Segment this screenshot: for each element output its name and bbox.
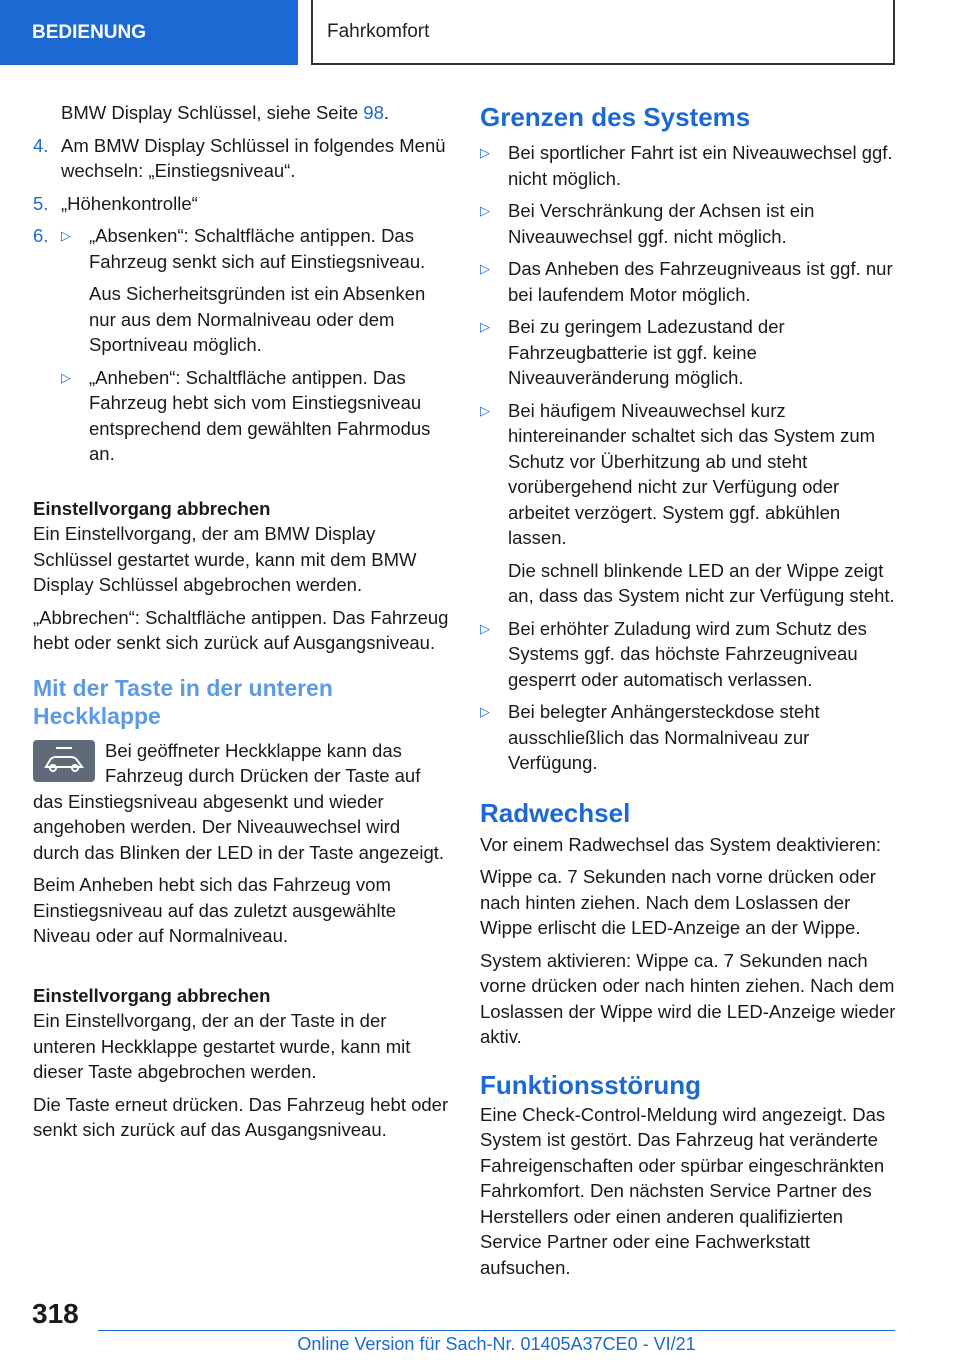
page-link[interactable]: 98 [363, 102, 384, 123]
left-column [33, 100, 449, 1150]
step-5 [33, 191, 449, 217]
subsection-heading: Einstellvorgang abbrechen [33, 984, 271, 1006]
page-number: 318 [32, 1298, 79, 1329]
bullet-text: Bei Verschränkung der Achsen ist ein Niveauwechsel ggf. nicht möglich. [508, 200, 815, 247]
triangle-bullet-icon: ▷ [480, 203, 490, 218]
bullet-note: Die schnell blinkende LED an der Wippe zeigt an, dass das System nicht zur Verfügung steht. [508, 559, 895, 606]
section-heading: Funktionsstörung [480, 1069, 701, 1100]
list-item [61, 365, 449, 467]
paragraph: Eine Check-Control-Meldung wird angezeigt. Das System ist gestört. Das Fahrzeug hat veränderte Fahreigenschaften oder spürbar eingeschränkten Fahrkomfort. Den nächsten Service Partner des Herstellers oder einen anderen qualifizierten Service Partner oder eine Fachwerkstatt aufsuchen. [480, 1103, 886, 1278]
continuation-text: BMW Display Schlüssel, siehe Seite [61, 102, 364, 123]
bullet-text: „Anheben“: Schaltfläche antippen. Das Fahrzeug hebt sich vom Einstiegsniveau entsprechend dem gewählten Fahrmodus an. [89, 366, 431, 464]
step-text: „Höhenkontrolle“ [61, 192, 198, 214]
paragraph: Beim Anheben hebt sich das Fahrzeug vom Einstiegsniveau auf das zuletzt ausgewählte Niveau oder auf Normalniveau. [33, 874, 397, 946]
list-item [480, 140, 898, 191]
triangle-bullet-icon: ▷ [61, 369, 71, 385]
step-text: Am BMW Display Schlüssel in folgendes Menü wechseln: „Einstiegsniveau“. [61, 134, 446, 181]
paragraph: „Abbrechen“: Schaltfläche antippen. Das Fahrzeug hebt oder senkt sich zurück auf Ausgangsniveau. [33, 606, 449, 653]
triangle-bullet-icon: ▷ [480, 319, 490, 334]
subsection-heading: Einstellvorgang abbrechen [33, 497, 271, 519]
bullet-text: Bei sportlicher Fahrt ist ein Niveauwechsel ggf. nicht möglich. [508, 142, 893, 189]
chapter-title: Fahrkomfort [311, 0, 895, 65]
step-6 [33, 223, 449, 474]
bullet-text: Bei häufigem Niveauwechsel kurz hintereinander schaltet sich das System zum Schutz vor Überhitzung ab und steht vorübergehend nicht zur Verfügung oder arbeitet verzögert. System ggf. abkühlen lassen. [508, 399, 876, 548]
footer-divider [98, 1330, 895, 1331]
step-number: 6. [33, 225, 49, 246]
paragraph: Die Taste erneut drücken. Das Fahrzeug hebt oder senkt sich zurück auf das Ausgangsniveau. [33, 1093, 449, 1140]
step-number: 5. [33, 192, 49, 214]
bullet-text: Bei belegter Anhängersteckdose steht ausschließlich das Normalniveau zur Verfügung. [508, 701, 820, 773]
section-heading: Grenzen des Systems [480, 102, 751, 132]
list-item [480, 699, 898, 776]
car-level-icon [33, 740, 95, 782]
step-number: 4. [33, 134, 49, 156]
section-tab: BEDIENUNG [0, 0, 298, 65]
list-item [480, 314, 898, 391]
section-heading: Radwechsel [480, 797, 631, 828]
paragraph: Ein Einstellvorgang, der am BMW Display Schlüssel gestartet wurde, kann mit dem BMW Display Schlüssel abgebrochen werden. [33, 523, 417, 595]
triangle-bullet-icon: ▷ [61, 228, 71, 243]
paragraph: Bei geöffneter Heckklappe kann das Fahrzeug durch Drücken der Taste auf das Einstiegsniveau abgesenkt und wieder angehoben werden. Der Niveauwechsel wird durch das Blinken der LED in der Taste angezeigt. [33, 739, 445, 863]
bullet-text: Das Anheben des Fahrzeugniveaus ist ggf. nur bei laufendem Motor möglich. [508, 258, 893, 305]
paragraph: Vor einem Radwechsel das System deaktivieren: [480, 833, 882, 855]
triangle-bullet-icon: ▷ [480, 402, 490, 418]
bullet-text: Bei erhöhter Zuladung wird zum Schutz des Systems ggf. das höchste Fahrzeugniveau gesperrt oder automatisch verlassen. [508, 617, 867, 690]
bullet-text: Bei zu geringem Ladezustand der Fahrzeugbatterie ist ggf. keine Niveauveränderung möglich. [508, 316, 785, 388]
paragraph: Ein Einstellvorgang, der an der Taste in der unteren Heckklappe gestartet wurde, kann mit dieser Taste abgebrochen werden. [33, 1010, 411, 1082]
section-heading: Mit der Taste in der unteren Heckklappe [33, 674, 333, 729]
footer-text: Online Version für Sach-Nr. 01405A37CE0 - VI/21 [297, 1334, 696, 1354]
triangle-bullet-icon: ▷ [480, 145, 490, 160]
list-item [480, 616, 898, 693]
list-item [480, 398, 898, 609]
step-4 [33, 133, 449, 184]
triangle-bullet-icon: ▷ [480, 261, 490, 276]
list-item [61, 223, 449, 358]
step-continuation [33, 100, 449, 126]
list-item [480, 256, 898, 307]
list-item [480, 198, 898, 249]
continuation-tail: . [383, 102, 389, 123]
paragraph: System aktivieren: Wippe ca. 7 Sekunden nach vorne drücken oder nach hinten ziehen. Nach dem Loslassen der Wippe wird die LED-Anzeige wieder aktiv. [480, 949, 896, 1047]
triangle-bullet-icon: ▷ [480, 704, 490, 719]
right-column [480, 100, 898, 1287]
triangle-bullet-icon: ▷ [480, 620, 490, 636]
bullet-text: „Absenken“: Schaltfläche antippen. Das Fahrzeug senkt sich auf Einstiegsniveau. [89, 225, 426, 272]
bullet-note: Aus Sicherheitsgründen ist ein Absenken nur aus dem Normalniveau oder dem Sportniveau möglich. [89, 283, 426, 355]
paragraph: Wippe ca. 7 Sekunden nach vorne drücken oder nach hinten ziehen. Nach dem Loslassen der Wippe erlischt die LED-Anzeige an der Wippe. [480, 866, 876, 938]
